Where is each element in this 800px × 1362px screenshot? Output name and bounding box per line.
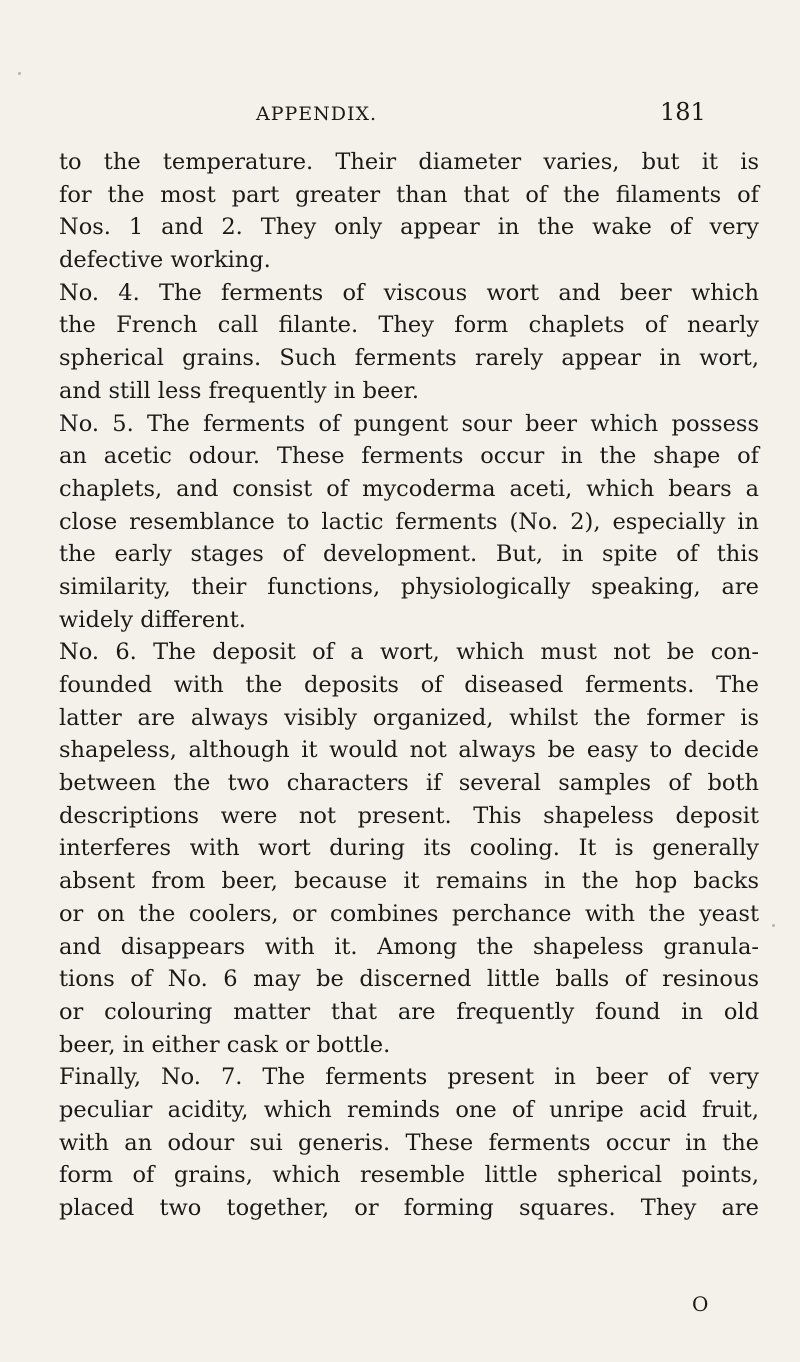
text-line: the early stages of development. But, in spite of this xyxy=(59,541,759,568)
text-line: to the temperature. Their diameter varies, but it is xyxy=(59,149,759,175)
text-line: descriptions were not present. This shapeless deposit xyxy=(59,802,759,829)
scan-speck xyxy=(772,924,775,927)
text-line: latter are always visibly organized, whilst the former is xyxy=(59,704,759,731)
text-line: an acetic odour. These ferments occur in the shape of xyxy=(59,443,759,470)
text-line: founded with the deposits of diseased ferments. The xyxy=(59,672,759,698)
text-line: peculiar acidity, which reminds one of unripe acid fruit, xyxy=(59,1096,759,1123)
text-line: shapeless, although it would not always be easy to decide xyxy=(59,737,759,764)
body-text xyxy=(59,146,759,1225)
text-line: Finally, No. 7. The ferments present in beer of very xyxy=(59,1064,759,1091)
page-number: 181 xyxy=(660,98,706,126)
signature-mark: O xyxy=(692,1292,709,1316)
text-line: or colouring matter that are frequently found in old xyxy=(59,998,759,1025)
text-line: widely different. xyxy=(59,606,246,633)
text-line: chaplets, and consist of mycoderma aceti, which bears a xyxy=(59,475,759,502)
scan-speck xyxy=(18,72,21,75)
text-line: tions of No. 6 may be discerned little balls of resinous xyxy=(59,966,759,993)
text-line: the French call filante. They form chaplets of nearly xyxy=(59,312,759,339)
text-line: close resemblance to lactic ferments (No. 2), especially in xyxy=(59,508,759,535)
text-line: placed two together, or forming squares. They are xyxy=(59,1195,759,1221)
text-line: No. 4. The ferments of viscous wort and beer which xyxy=(59,279,759,306)
text-line: and still less frequently in beer. xyxy=(59,377,420,404)
text-line: spherical grains. Such ferments rarely appear in wort, xyxy=(59,345,759,372)
text-line: or on the coolers, or combines perchance with the yeast xyxy=(59,900,759,927)
text-line: Nos. 1 and 2. They only appear in the wake of very xyxy=(59,214,759,241)
text-line: similarity, their functions, physiologically speaking, are xyxy=(59,573,759,600)
text-line: with an odour sui generis. These ferments occur in the xyxy=(59,1129,759,1156)
text-line: interferes with wort during its cooling. It is generally xyxy=(59,835,759,862)
text-line: defective working. xyxy=(59,247,271,274)
running-head: APPENDIX. xyxy=(256,103,378,125)
text-line: No. 6. The deposit of a wort, which must not be con- xyxy=(59,639,759,666)
text-line: form of grains, which resemble little spherical points, xyxy=(59,1162,759,1189)
text-line: absent from beer, because it remains in the hop backs xyxy=(59,868,759,895)
text-line: for the most part greater than that of the filaments of xyxy=(59,181,759,208)
text-line: and disappears with it. Among the shapeless granula- xyxy=(59,933,759,960)
text-line: beer, in either cask or bottle. xyxy=(59,1031,391,1058)
text-line: No. 5. The ferments of pungent sour beer which possess xyxy=(59,410,759,437)
text-line: between the two characters if several samples of both xyxy=(59,770,759,797)
